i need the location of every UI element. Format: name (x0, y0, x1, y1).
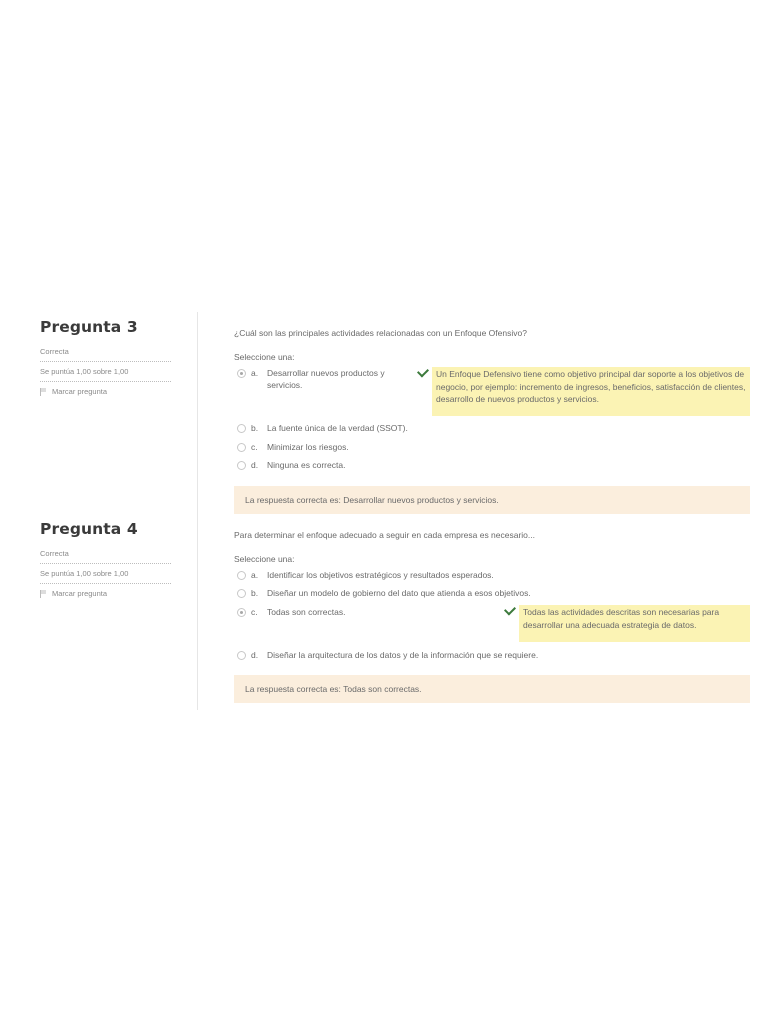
column-divider (197, 312, 198, 710)
option-c[interactable] (234, 441, 349, 453)
question-grade: Se puntúa 1,00 sobre 1,00 (40, 564, 171, 584)
radio-button[interactable] (237, 608, 246, 617)
radio-button[interactable] (237, 369, 246, 378)
radio-button[interactable] (237, 443, 246, 452)
option-letter: a. (251, 570, 259, 580)
option-d[interactable] (234, 649, 538, 661)
flag-icon (40, 590, 46, 597)
option-a[interactable] (234, 367, 416, 391)
question-grade: Se puntúa 1,00 sobre 1,00 (40, 362, 171, 382)
option-letter: d. (251, 460, 259, 470)
question-state: Correcta (40, 549, 171, 564)
option-text: Diseñar la arquitectura de los datos y de la información que se requiere. (267, 650, 539, 660)
option-letter: a. (251, 368, 259, 378)
check-icon (417, 365, 429, 377)
question-title: Pregunta 4 (40, 520, 138, 538)
question-text: ¿Cuál son las principales actividades relacionadas con un Enfoque Ofensivo? (234, 328, 527, 338)
check-icon (504, 603, 516, 615)
radio-button[interactable] (237, 424, 246, 433)
select-prompt: Seleccione una: (234, 554, 295, 564)
flag-question-label: Marcar pregunta (52, 589, 108, 598)
select-prompt: Seleccione una: (234, 352, 295, 362)
option-b[interactable] (234, 587, 531, 599)
question-state: Correcta (40, 347, 171, 362)
option-text: Diseñar un modelo de gobierno del dato que atienda a esos objetivos. (267, 588, 531, 598)
option-text: Desarrollar nuevos productos y servicios. (267, 368, 385, 390)
question-info (40, 520, 171, 598)
option-text: Identificar los objetivos estratégicos y resultados esperados. (267, 570, 494, 580)
flag-question-label: Marcar pregunta (52, 387, 108, 396)
question-text: Para determinar el enfoque adecuado a seguir en cada empresa es necesario... (234, 530, 535, 540)
answer-options (234, 367, 750, 471)
option-a[interactable] (234, 569, 494, 581)
option-c[interactable] (234, 606, 345, 618)
specific-feedback: Todas las actividades descritas son necesarias para desarrollar una adecuada estrategia de datos. (519, 605, 750, 642)
option-b[interactable] (234, 422, 408, 434)
question-content (234, 530, 750, 694)
option-letter: b. (251, 588, 259, 598)
option-text: Minimizar los riesgos. (267, 442, 349, 452)
option-letter: c. (251, 607, 258, 617)
radio-button[interactable] (237, 571, 246, 580)
specific-feedback: Un Enfoque Defensivo tiene como objetivo principal dar soporte a los objetivos de negocio, por ejemplo: incremento de ingresos, beneficios, satisfacción de clientes, desarrollo de nuevos productos y servicios. (432, 367, 750, 416)
question-info (40, 318, 171, 396)
answer-options (234, 569, 750, 673)
flag-question-link[interactable] (40, 584, 171, 598)
question-title: Pregunta 3 (40, 318, 138, 336)
option-text: La fuente única de la verdad (SSOT). (267, 423, 408, 433)
right-answer-box: La respuesta correcta es: Desarrollar nuevos productos y servicios. (234, 486, 750, 514)
right-answer-box: La respuesta correcta es: Todas son correctas. (234, 675, 750, 703)
option-letter: b. (251, 423, 259, 433)
flag-question-link[interactable] (40, 382, 171, 396)
radio-button[interactable] (237, 589, 246, 598)
option-text: Todas son correctas. (267, 607, 346, 617)
option-text: Ninguna es correcta. (267, 460, 346, 470)
option-letter: d. (251, 650, 259, 660)
radio-button[interactable] (237, 461, 246, 470)
option-d[interactable] (234, 459, 345, 471)
radio-button[interactable] (237, 651, 246, 660)
question-content (234, 328, 750, 505)
option-letter: c. (251, 442, 258, 452)
flag-icon (40, 388, 46, 395)
